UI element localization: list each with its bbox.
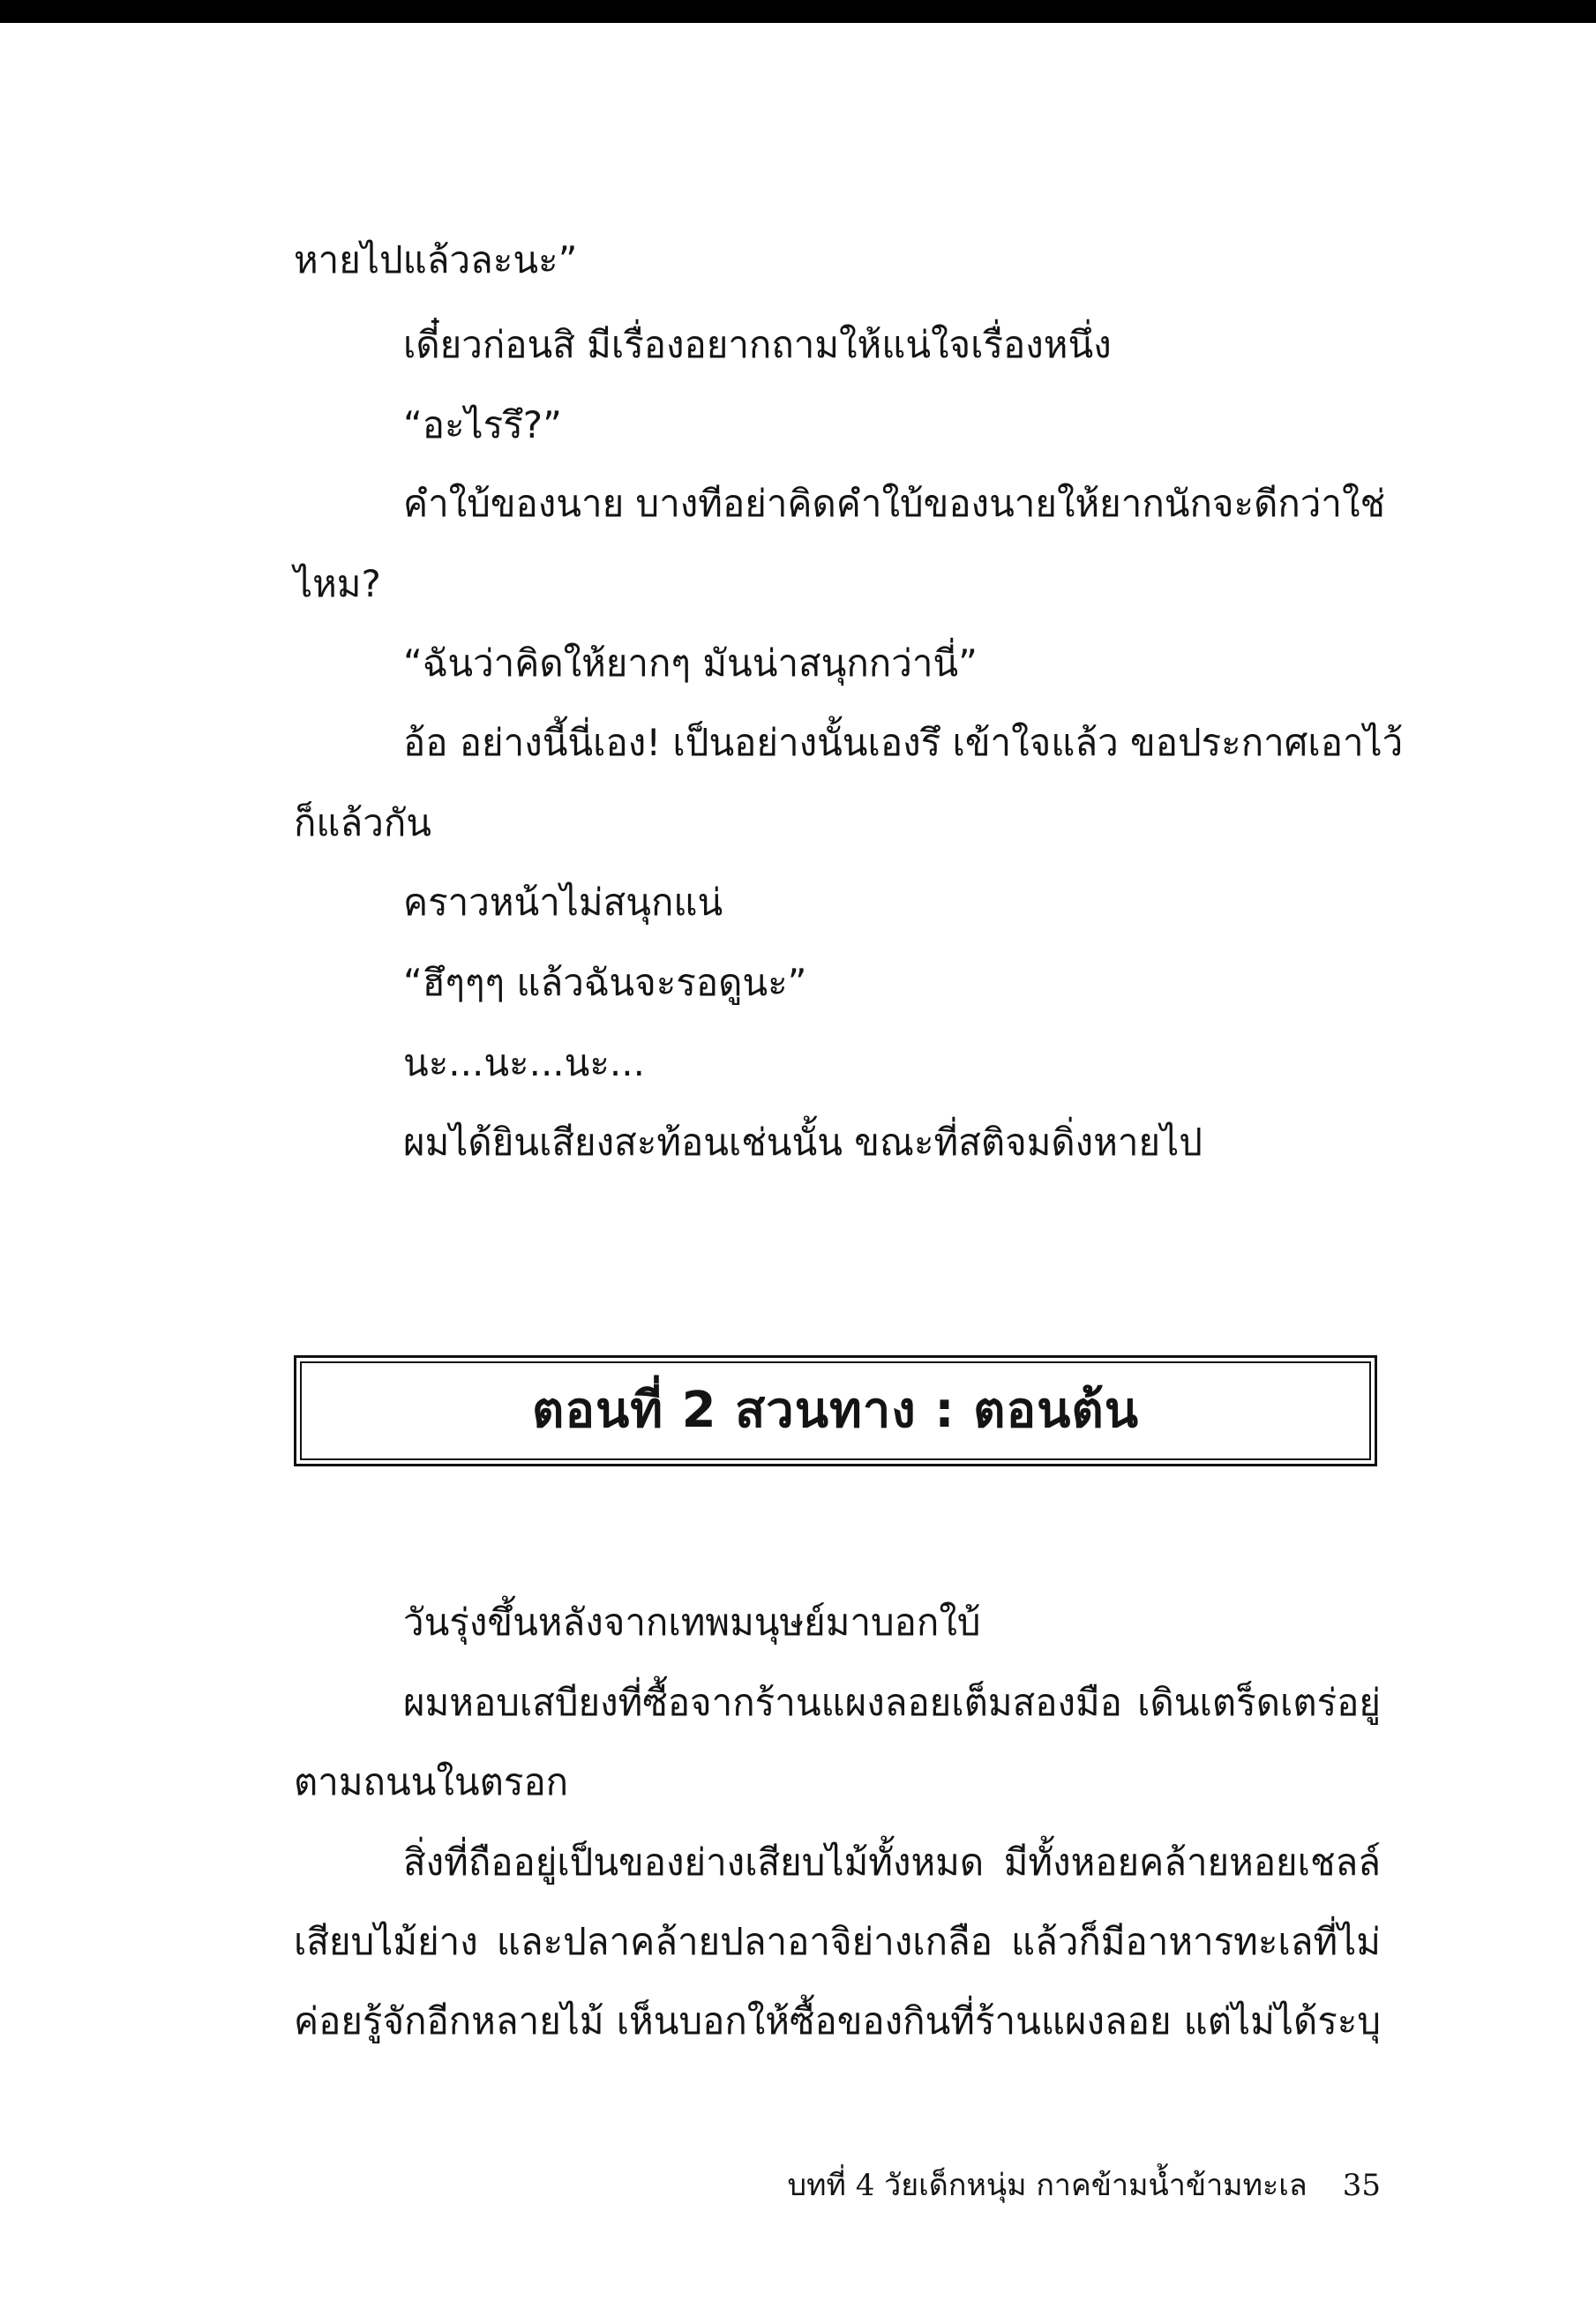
text-line: คำใบ้ของนาย บางทีอย่าคิดคำใบ้ของนายให้ยากนักจะดีกว่าใช่ xyxy=(403,482,1385,525)
text-line: อ้อ อย่างนี้นี่เอง! เป็นอย่างนั้นเองรึ เข้าใจแล้ว ขอประกาศเอาไว้ xyxy=(403,721,1404,764)
text-line: หายไปแล้วละนะ” xyxy=(294,238,578,281)
text-line: ตามถนนในตรอก xyxy=(294,1760,569,1803)
chapter-title: ตอนที่ 2 สวนทาง : ตอนต้น xyxy=(531,1382,1140,1439)
text-line: เสียบไม้ย่าง และปลาคล้ายปลาอาจิย่างเกลือ แล้วก็มีอาหารทะเลที่ไม่ xyxy=(294,1920,1381,1963)
text-line: เดี๋ยวก่อนสิ มีเรื่องอยากถามให้แน่ใจเรื่องหนึ่ง xyxy=(403,323,1112,366)
text-line: นะ...นะ...นะ... xyxy=(403,1041,645,1084)
text-line: วันรุ่งขึ้นหลังจากเทพมนุษย์มาบอกใบ้ xyxy=(403,1601,981,1644)
text-line: “ฮึๆๆๆ แล้วฉันจะรอดูนะ” xyxy=(403,961,807,1004)
text-line: ผมหอบเสบียงที่ซื้อจากร้านแผงลอยเต็มสองมือ เดินเตร็ดเตร่อยู่ xyxy=(403,1681,1381,1724)
chapter-heading-inner-frame xyxy=(300,1361,1371,1460)
chapter-heading-box xyxy=(294,1355,1377,1466)
running-footer-title: บทที่ 4 วัยเด็กหนุ่ม กาคข้ามน้ำข้ามทะเล xyxy=(787,2168,1308,2203)
text-line: ก็แล้วกัน xyxy=(294,801,431,844)
text-line: “อะไรรึ?” xyxy=(403,403,562,446)
text-line: สิ่งที่ถืออยู่เป็นของย่างเสียบไม้ทั้งหมด มีทั้งหอยคล้ายหอยเชลล์ xyxy=(403,1840,1381,1884)
page-footer xyxy=(788,2163,1381,2208)
text-line: ไหม? xyxy=(294,562,381,605)
page-number: 35 xyxy=(1342,2168,1381,2203)
text-line: ค่อยรู้จักอีกหลายไม้ เห็นบอกให้ซื้อของกินที่ร้านแผงลอย แต่ไม่ได้ระบุ xyxy=(294,1999,1381,2043)
text-line: “ฉันว่าคิดให้ยากๆ มันน่าสนุกกว่านี่” xyxy=(403,641,978,685)
text-line: ผมได้ยินเสียงสะท้อนเช่นนั้น ขณะที่สติจมดิ่งหายไป xyxy=(403,1121,1203,1164)
text-line: คราวหน้าไม่สนุกแน่ xyxy=(403,881,723,924)
